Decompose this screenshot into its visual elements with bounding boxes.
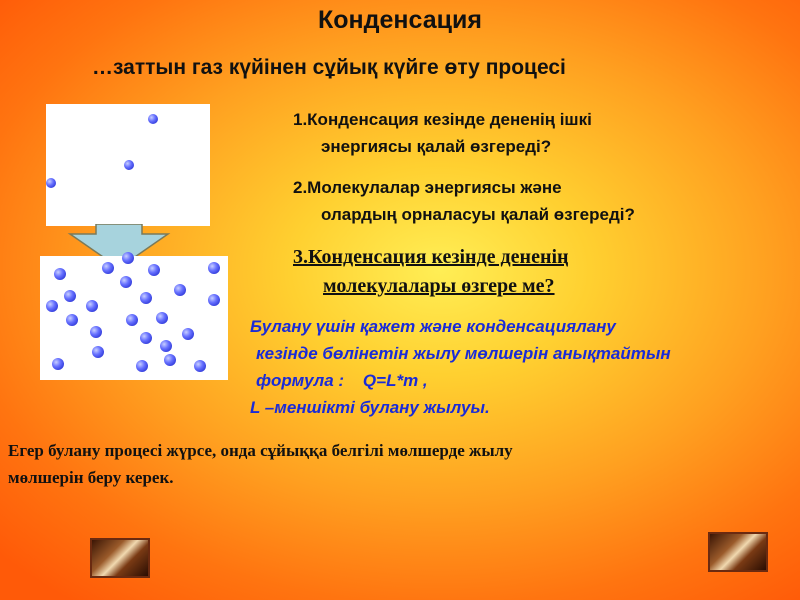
question-2-line-2: олардың орналасуы қалай өзгереді? <box>321 205 635 224</box>
formula-text <box>250 313 671 421</box>
liquid-molecule <box>122 252 134 264</box>
question-1 <box>293 106 592 160</box>
gas-molecule <box>46 178 56 188</box>
liquid-molecule <box>90 326 102 338</box>
liquid-molecule <box>126 314 138 326</box>
question-2-line-1: 2.Молекулалар энергиясы және <box>293 178 562 197</box>
liquid-molecule <box>52 358 64 370</box>
liquid-state-box <box>40 256 228 380</box>
liquid-molecule <box>140 292 152 304</box>
slide-title: Конденсация <box>318 6 482 34</box>
liquid-molecule <box>54 268 66 280</box>
slide-subtitle: …заттын газ күйінен сұйық күйге өту процесі <box>92 56 566 79</box>
question-3-line-2: молекулалары өзгере ме? <box>323 275 555 297</box>
question-3 <box>293 243 569 301</box>
liquid-molecule <box>208 294 220 306</box>
liquid-molecule <box>92 346 104 358</box>
bottom-text <box>8 437 513 491</box>
question-2 <box>293 174 635 228</box>
gas-molecule <box>148 114 158 124</box>
question-1-line-1: 1.Конденсация кезінде дененің ішкі <box>293 110 592 129</box>
liquid-molecule <box>174 284 186 296</box>
liquid-molecule <box>136 360 148 372</box>
gas-molecule <box>124 160 134 170</box>
liquid-molecule <box>148 264 160 276</box>
formula-text-line-1: Булану үшін қажет және конденсациялану <box>250 317 616 336</box>
forward-nav-button[interactable] <box>708 532 768 572</box>
bottom-text-line-2: мөлшерін беру керек. <box>8 468 174 487</box>
formula-text-line-3: формула : Q=L*m , <box>256 371 428 390</box>
question-1-line-2: энергиясы қалай өзгереді? <box>321 137 552 156</box>
formula-text-line-2: кезінде бөлінетін жылу мөлшерін анықтайтын <box>256 344 671 363</box>
liquid-molecule <box>156 312 168 324</box>
liquid-molecule <box>194 360 206 372</box>
bottom-text-line-1: Егер булану процесі жүрсе, онда сұйыққа белгілі мөлшерде жылу <box>8 441 513 460</box>
formula-text-line-4: L –меншікті булану жылуы. <box>250 398 490 417</box>
gas-state-box <box>46 104 210 226</box>
back-nav-button[interactable] <box>90 538 150 578</box>
question-3-line-1: 3.Конденсация кезінде дененің <box>293 246 569 268</box>
liquid-molecule <box>102 262 114 274</box>
liquid-molecule <box>208 262 220 274</box>
liquid-molecule <box>86 300 98 312</box>
liquid-molecule <box>182 328 194 340</box>
liquid-molecule <box>64 290 76 302</box>
liquid-molecule <box>66 314 78 326</box>
liquid-molecule <box>46 300 58 312</box>
liquid-molecule <box>160 340 172 352</box>
liquid-molecule <box>120 276 132 288</box>
liquid-molecule <box>164 354 176 366</box>
liquid-molecule <box>140 332 152 344</box>
